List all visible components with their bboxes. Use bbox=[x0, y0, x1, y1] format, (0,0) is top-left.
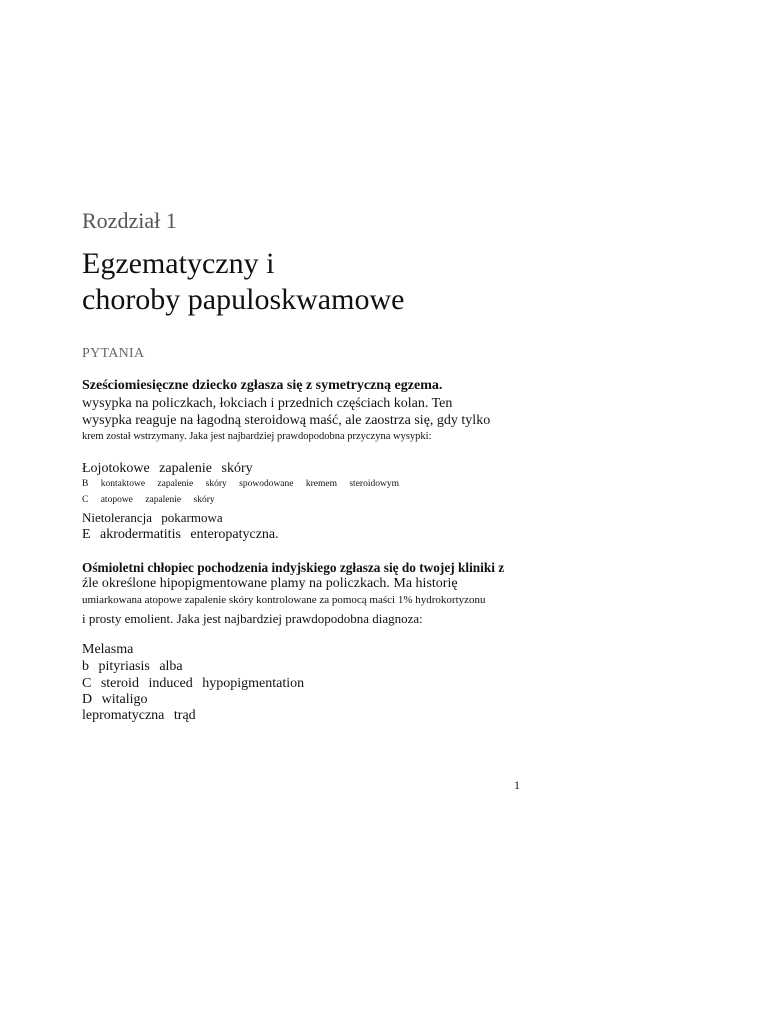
chapter-title-line-2: choroby papuloskwamowe bbox=[82, 283, 405, 316]
question-1-option-a: Łojotokowe zapalenie skóry bbox=[82, 461, 253, 476]
question-2-line-2: źle określone hipopigmentowane plamy na policzkach. Ma historię bbox=[82, 576, 458, 591]
question-2-line-3: umiarkowana atopowe zapalenie skóry kontrolowane za pomocą maści 1% hydrokortyzonu bbox=[82, 594, 486, 606]
question-1-option-e: E akrodermatitis enteropatyczna. bbox=[82, 527, 279, 542]
question-1-line-4: krem został wstrzymany. Jaka jest najbardziej prawdopodobna przyczyna wysypki: bbox=[82, 431, 432, 442]
question-1-line-1: Sześciomiesięczne dziecko zgłasza się z symetryczną egzema. bbox=[82, 378, 443, 393]
page-number: 1 bbox=[514, 778, 520, 792]
question-2-line-1: Ośmioletni chłopiec pochodzenia indyjskiego zgłasza się do twojej kliniki z bbox=[82, 560, 505, 575]
chapter-title bbox=[82, 246, 404, 318]
question-1-option-c: C atopowe zapalenie skóry bbox=[82, 495, 215, 505]
question-2-option-a: Melasma bbox=[82, 642, 134, 657]
question-2-option-d: D witaligo bbox=[82, 692, 148, 707]
question-1-option-b: B kontaktowe zapalenie skóry spowodowane kremem steroidowym bbox=[82, 479, 399, 489]
chapter-label: Rozdział 1 bbox=[82, 208, 177, 233]
question-2-option-e: lepromatyczna trąd bbox=[82, 708, 196, 723]
question-2-option-c: C steroid induced hypopigmentation bbox=[82, 676, 305, 691]
question-1-line-3: wysypka reaguje na łagodną steroidową maść, ale zaostrza się, gdy tylko bbox=[82, 413, 491, 428]
question-2-option-b: b pityriasis alba bbox=[82, 659, 183, 674]
question-2-line-4: i prosty emolient. Jaka jest najbardziej prawdopodobna diagnoza: bbox=[82, 611, 423, 626]
chapter-title-line-1: Egzematyczny i bbox=[82, 247, 275, 280]
question-1-line-2: wysypka na policzkach, łokciach i przednich częściach kolan. Ten bbox=[82, 396, 453, 411]
section-heading: PYTANIA bbox=[82, 346, 145, 361]
question-1-option-d: Nietolerancja pokarmowa bbox=[82, 510, 223, 525]
